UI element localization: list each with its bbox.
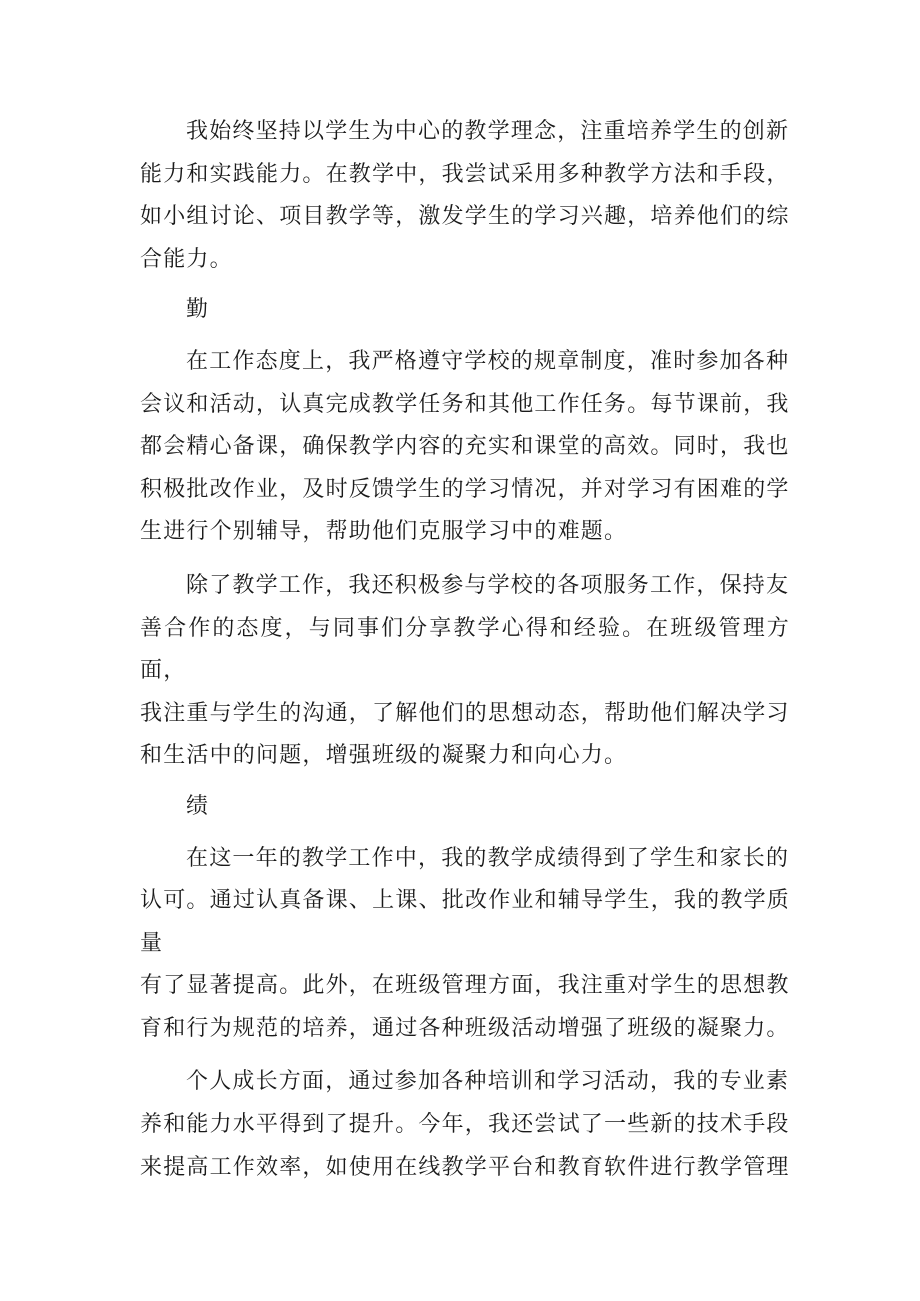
text-line: 如小组讨论、项目教学等，激发学生的学习兴趣，培养他们的综 bbox=[140, 204, 790, 230]
text-line: 生进行个别辅导，帮助他们克服学习中的难题。 bbox=[140, 519, 628, 545]
text-line: 在工作态度上，我严格遵守学校的规章制度，准时参加各种 bbox=[186, 348, 790, 374]
text-line: 都会精心备课，确保教学内容的充实和课堂的高效。同时，我也 bbox=[140, 434, 790, 460]
text-line: 个人成长方面，通过参加各种培训和学习活动，我的专业素 bbox=[186, 1069, 790, 1095]
text-line: 养和能力水平得到了提升。今年，我还尝试了一些新的技术手段 bbox=[140, 1112, 790, 1138]
text-line: 育和行为规范的培养，通过各种班级活动增强了班级的凝聚力。 bbox=[140, 1015, 790, 1041]
text-line: 我注重与学生的沟通，了解他们的思想动态，帮助他们解决学习 bbox=[140, 700, 790, 726]
text-line: 积极批改作业，及时反馈学生的学习情况，并对学习有困难的学 bbox=[140, 476, 790, 502]
text-line: 除了教学工作，我还积极参与学校的各项服务工作，保持友 bbox=[186, 572, 790, 598]
text-line: 会议和活动，认真完成教学任务和其他工作任务。每节课前，我 bbox=[140, 391, 790, 417]
section-heading-achievements: 绩 bbox=[186, 793, 210, 819]
text-line: 和生活中的问题，增强班级的凝聚力和向心力。 bbox=[140, 743, 628, 769]
text-line: 在这一年的教学工作中，我的教学成绩得到了学生和家长的 bbox=[186, 845, 790, 871]
paragraph-service-work bbox=[140, 565, 790, 778]
text-line: 能力和实践能力。在教学中，我尝试采用多种教学方法和手段， bbox=[140, 161, 790, 187]
text-line: 我始终坚持以学生为中心的教学理念，注重培养学生的创新 bbox=[186, 119, 790, 144]
text-line: 有了显著提高。此外，在班级管理方面，我注重对学生的思想教 bbox=[140, 973, 790, 999]
document-body bbox=[140, 111, 790, 1189]
paragraph-work-attitude bbox=[140, 341, 790, 554]
text-line: 认可。通过认真备课、上课、批改作业和辅导学生，我的教学质量 bbox=[140, 888, 790, 956]
paragraph-teaching-results bbox=[140, 838, 790, 1051]
paragraph-teaching-philosophy bbox=[140, 111, 790, 281]
text-line: 善合作的态度，与同事们分享教学心得和经验。在班级管理方面， bbox=[140, 615, 790, 684]
text-line: 合能力。 bbox=[140, 246, 233, 272]
text-line: 来提高工作效率，如使用在线教学平台和教育软件进行教学管理 bbox=[140, 1154, 790, 1180]
section-heading-diligence: 勤 bbox=[186, 297, 210, 323]
paragraph-personal-growth bbox=[140, 1061, 790, 1189]
